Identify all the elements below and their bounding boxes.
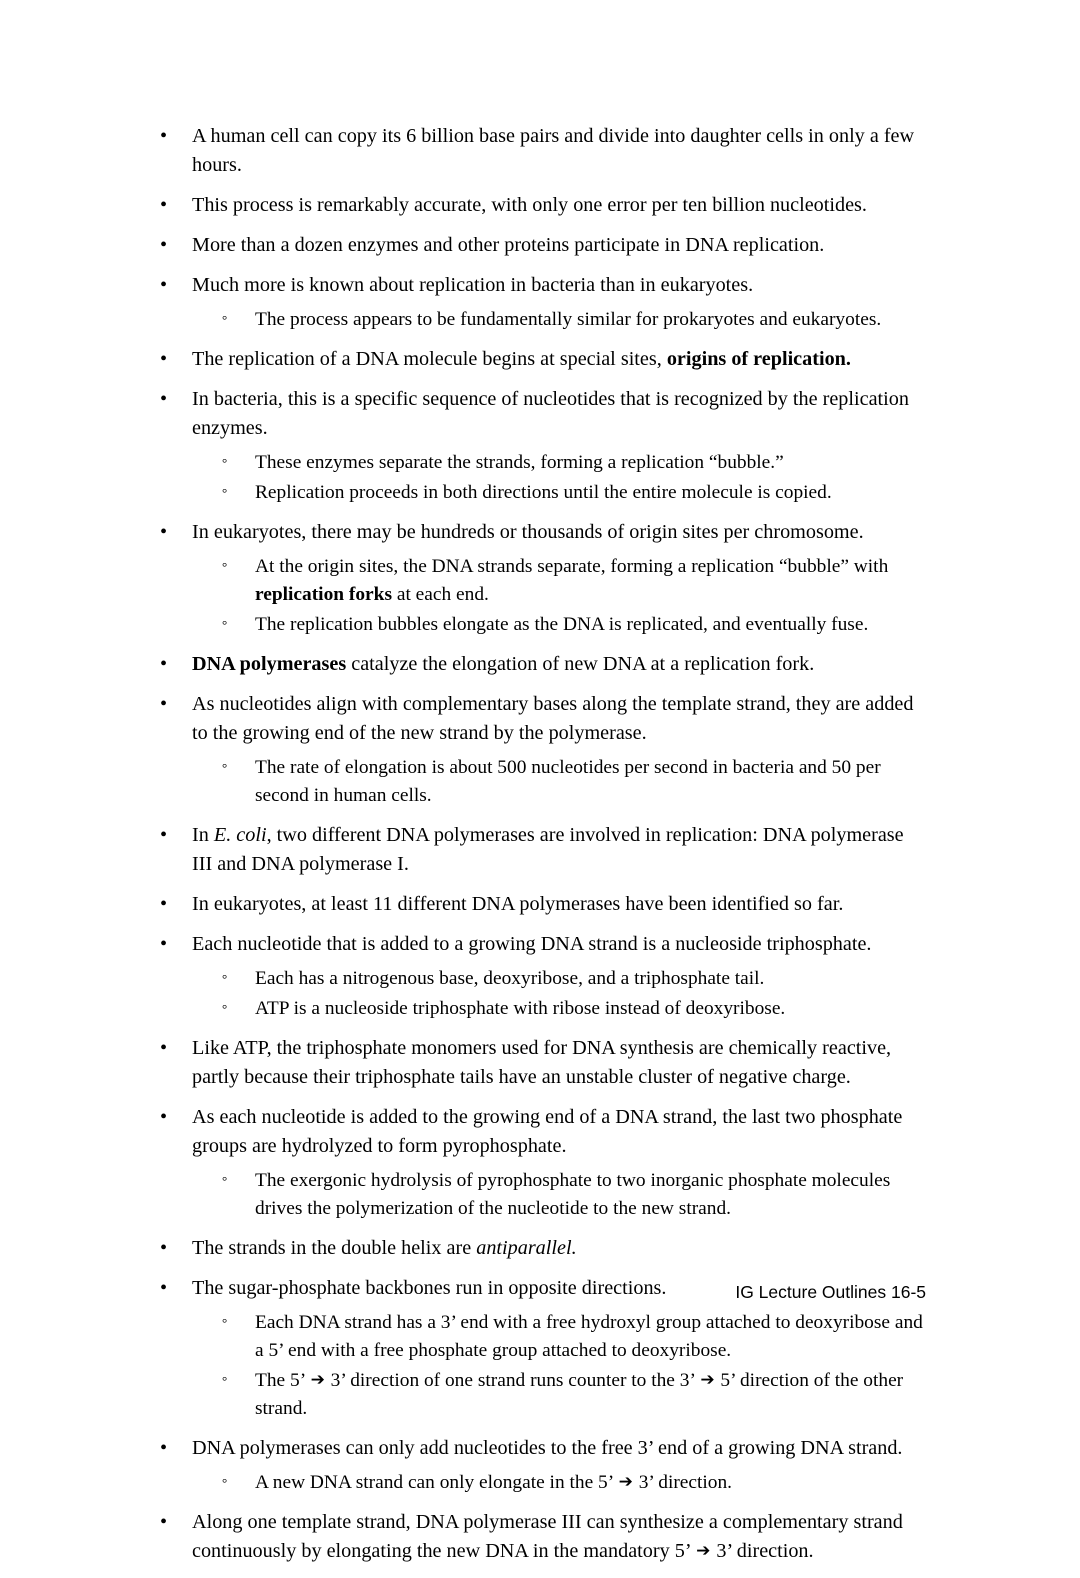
- outline-bullet: [158, 518, 926, 639]
- bullet-marker-icon: •: [160, 1437, 168, 1459]
- outline-bullet: [158, 1508, 926, 1567]
- outline-subbullet: [222, 754, 926, 810]
- outline-bullet-text: In eukaryotes, at least 11 different DNA polymerases have been identified so far.: [192, 893, 844, 915]
- outline-sublist: [192, 449, 926, 507]
- bullet-marker-icon: •: [160, 824, 168, 846]
- outline-content: [158, 122, 926, 1578]
- subbullet-marker-icon: °: [222, 1475, 228, 1490]
- right-arrow-icon: ➔: [310, 1370, 325, 1390]
- bullet-marker-icon: •: [160, 653, 168, 675]
- outline-bullet-text: Much more is known about replication in bacteria than in eukaryotes.: [192, 274, 754, 296]
- outline-subbullet: [222, 306, 926, 334]
- outline-bullet-text: More than a dozen enzymes and other proteins participate in DNA replication.: [192, 234, 825, 256]
- outline-bullet-text: Along one template strand, DNA polymerase III can synthesize a complementary strand continuously by elongating the new DNA in the mandatory 5’ ➔ 3’ direction.: [192, 1511, 903, 1562]
- outline-subbullet: [222, 965, 926, 993]
- subbullet-marker-icon: °: [222, 617, 228, 632]
- outline-bullet: [158, 231, 926, 260]
- outline-subbullet: [222, 1469, 926, 1497]
- outline-subbullet-text: The rate of elongation is about 500 nucleotides per second in bacteria and 50 per second in human cells.: [255, 757, 881, 806]
- outline-bullet-text: DNA polymerases can only add nucleotides to the free 3’ end of a growing DNA strand.: [192, 1437, 903, 1459]
- outline-sublist: [192, 306, 926, 334]
- outline-bullet: [158, 1234, 926, 1263]
- outline-bullet: [158, 345, 926, 374]
- bullet-marker-icon: •: [160, 1037, 168, 1059]
- italic-term: antiparallel.: [476, 1237, 577, 1259]
- outline-subbullet-text: ATP is a nucleoside triphosphate with ribose instead of deoxyribose.: [255, 998, 786, 1019]
- bullet-marker-icon: •: [160, 693, 168, 715]
- outline-subbullet: [222, 611, 926, 639]
- bullet-marker-icon: •: [160, 348, 168, 370]
- subbullet-marker-icon: °: [222, 1373, 228, 1388]
- outline-bullet-text: Like ATP, the triphosphate monomers used for DNA synthesis are chemically reactive, partly because their triphosphate tails have an unstable cluster of negative charge.: [192, 1037, 892, 1088]
- outline-sublist: [192, 1469, 926, 1497]
- outline-subbullet-text: The process appears to be fundamentally similar for prokaryotes and eukaryotes.: [255, 309, 882, 330]
- emphasis-term: DNA polymerases: [192, 653, 347, 675]
- outline-bullet-text: A human cell can copy its 6 billion base pairs and divide into daughter cells in only a few hours.: [192, 125, 915, 176]
- bullet-marker-icon: •: [160, 1106, 168, 1128]
- emphasis-term: origins of replication.: [666, 348, 851, 370]
- outline-subbullet: [222, 1309, 926, 1365]
- outline-bullet: [158, 271, 926, 334]
- subbullet-marker-icon: °: [222, 559, 228, 574]
- outline-bullet: [158, 890, 926, 919]
- outline-bullet-text: The sugar-phosphate backbones run in opposite directions.: [192, 1277, 667, 1299]
- outline-sublist: [192, 1167, 926, 1223]
- outline-subbullet: [222, 995, 926, 1023]
- subbullet-marker-icon: °: [222, 760, 228, 775]
- bullet-marker-icon: •: [160, 125, 168, 147]
- page-footer: IG Lecture Outlines 16-5: [735, 1282, 926, 1302]
- outline-list: [158, 122, 926, 1567]
- outline-subbullet: [222, 479, 926, 507]
- outline-subbullet-text: At the origin sites, the DNA strands separate, forming a replication “bubble” with replication forks at each end.: [255, 556, 889, 605]
- outline-subbullet: [222, 1167, 926, 1223]
- outline-sublist: [192, 1309, 926, 1423]
- outline-bullet-text: As nucleotides align with complementary bases along the template strand, they are added to the growing end of the new strand by the polymerase.: [192, 693, 914, 744]
- outline-sublist: [192, 553, 926, 639]
- outline-bullet: [158, 1034, 926, 1092]
- outline-subbullet-text: The 5’ ➔ 3’ direction of one strand runs counter to the 3’ ➔ 5’ direction of the other strand.: [255, 1370, 904, 1419]
- bullet-marker-icon: •: [160, 1237, 168, 1259]
- outline-subbullet-text: Each DNA strand has a 3’ end with a free hydroxyl group attached to deoxyribose and a 5’ end with a free phosphate group attached to deoxyribose.: [255, 1312, 923, 1361]
- bullet-marker-icon: •: [160, 1277, 168, 1299]
- italic-term: E. coli: [213, 824, 267, 846]
- bullet-marker-icon: •: [160, 893, 168, 915]
- outline-bullet-text: Each nucleotide that is added to a growing DNA strand is a nucleoside triphosphate.: [192, 933, 872, 955]
- outline-subbullet: [222, 553, 926, 609]
- outline-subbullet-text: Each has a nitrogenous base, deoxyribose, and a triphosphate tail.: [255, 968, 765, 989]
- outline-subbullet: [222, 1367, 926, 1423]
- right-arrow-icon: ➔: [696, 1541, 711, 1561]
- outline-subbullet-text: The replication bubbles elongate as the DNA is replicated, and eventually fuse.: [255, 614, 869, 635]
- outline-subbullet: [222, 449, 926, 477]
- subbullet-marker-icon: °: [222, 455, 228, 470]
- outline-bullet: [158, 191, 926, 220]
- outline-bullet-text: DNA polymerases catalyze the elongation of new DNA at a replication fork.: [192, 653, 815, 675]
- subbullet-marker-icon: °: [222, 312, 228, 327]
- outline-bullet: [158, 1434, 926, 1497]
- subbullet-marker-icon: °: [222, 1315, 228, 1330]
- outline-bullet-text: The strands in the double helix are antiparallel.: [192, 1237, 577, 1259]
- outline-bullet-text: In E. coli, two different DNA polymerases are involved in replication: DNA polymerase III and DNA polymerase I.: [192, 824, 904, 875]
- bullet-marker-icon: •: [160, 521, 168, 543]
- outline-bullet: [158, 650, 926, 679]
- outline-subbullet-text: Replication proceeds in both directions until the entire molecule is copied.: [255, 482, 832, 503]
- outline-bullet-text: In bacteria, this is a specific sequence of nucleotides that is recognized by the replication enzymes.: [192, 388, 909, 439]
- subbullet-marker-icon: °: [222, 971, 228, 986]
- bullet-marker-icon: •: [160, 388, 168, 410]
- bullet-marker-icon: •: [160, 933, 168, 955]
- bullet-marker-icon: •: [160, 274, 168, 296]
- outline-sublist: [192, 965, 926, 1023]
- bullet-marker-icon: •: [160, 234, 168, 256]
- subbullet-marker-icon: °: [222, 1001, 228, 1016]
- outline-bullet-text: The replication of a DNA molecule begins at special sites, origins of replication.: [192, 348, 851, 370]
- outline-bullet: [158, 930, 926, 1023]
- outline-subbullet-text: A new DNA strand can only elongate in the 5’ ➔ 3’ direction.: [255, 1472, 733, 1493]
- outline-bullet: [158, 122, 926, 180]
- bullet-marker-icon: •: [160, 194, 168, 216]
- outline-bullet-text: This process is remarkably accurate, with only one error per ten billion nucleotides.: [192, 194, 867, 216]
- outline-bullet-text: As each nucleotide is added to the growing end of a DNA strand, the last two phosphate groups are hydrolyzed to form pyrophosphate.: [192, 1106, 903, 1157]
- subbullet-marker-icon: °: [222, 485, 228, 500]
- outline-bullet: [158, 821, 926, 879]
- outline-bullet-text: In eukaryotes, there may be hundreds or thousands of origin sites per chromosome.: [192, 521, 864, 543]
- right-arrow-icon: ➔: [618, 1472, 633, 1492]
- outline-subbullet-text: The exergonic hydrolysis of pyrophosphate to two inorganic phosphate molecules drives the polymerization of the nucleotide to the new strand.: [255, 1170, 891, 1219]
- outline-sublist: [192, 754, 926, 810]
- subbullet-marker-icon: °: [222, 1173, 228, 1188]
- outline-bullet: [158, 385, 926, 507]
- emphasis-term: replication forks: [255, 584, 392, 605]
- right-arrow-icon: ➔: [700, 1370, 715, 1390]
- outline-subbullet-text: These enzymes separate the strands, forming a replication “bubble.”: [255, 452, 784, 473]
- outline-bullet: [158, 1103, 926, 1223]
- outline-bullet: [158, 690, 926, 810]
- bullet-marker-icon: •: [160, 1511, 168, 1533]
